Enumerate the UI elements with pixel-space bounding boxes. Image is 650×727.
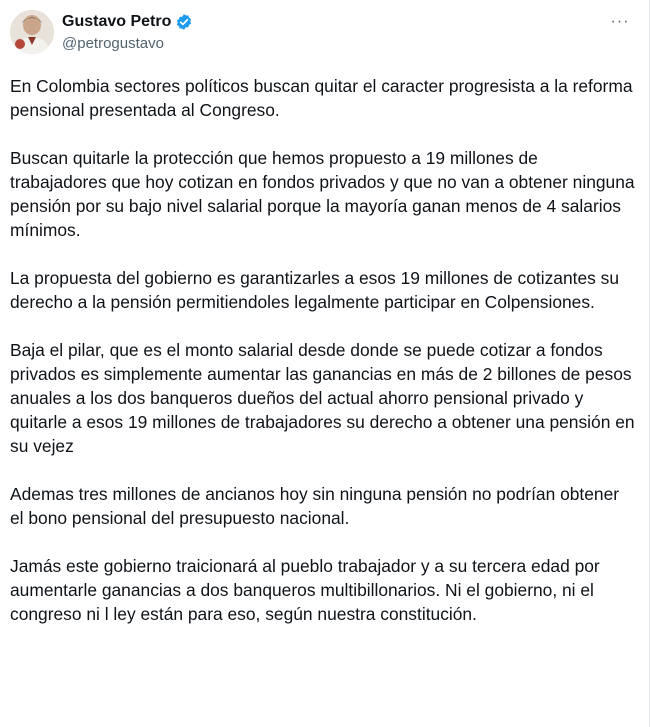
verified-badge-icon [175,13,193,31]
tweet-text [10,74,635,650]
tweet-paragraph: Buscan quitarle la protección que hemos propuesto a 19 millones de trabajadores que hoy cotizan en fondos privados y que no van a obtener ninguna pensión por su bajo nivel salarial porque la mayoría ganan menos de 4 salarios mínimos. [10,148,635,240]
tweet-paragraph: En Colombia sectores políticos buscan quitar el caracter progresista a la reforma pensional presentada al Congreso. [10,76,633,120]
tweet-header [10,10,635,58]
tweet-paragraph: La propuesta del gobierno es garantizarles a esos 19 millones de cotizantes su derecho a la pensión permitiendoles legalmente participar en Colpensiones. [10,268,620,312]
avatar[interactable] [10,10,54,54]
avatar-photo [10,10,54,54]
display-name-row [62,11,193,33]
display-name[interactable]: Gustavo Petro [62,13,172,30]
tweet-paragraph: Baja el pilar, que es el monto salarial desde donde se puede cotizar a fondos privados es simplemente aumentar las ganancias en más de 2 billones de pesos anuales a los dos banqueros dueños del actual ahorro pensional privado y quitarle a esos 19 millones de trabajadores su derecho a obtener una pensión en su vejez [10,340,635,456]
author-handle[interactable]: @petrogustavo [62,35,164,52]
author-names [62,11,193,52]
tweet-paragraph: Jamás este gobierno traicionará al pueblo trabajador y a su tercera edad por aumentarle ganancias a dos banqueros multibillonarios. Ni el gobierno, ni el congreso ni l ley están para eso, según nuestra constitución. [10,556,600,624]
more-options-icon[interactable] [605,10,635,34]
tweet-paragraph: Ademas tres millones de ancianos hoy sin ninguna pensión no podrían obtener el bono pensional del presupuesto nacional. [10,484,620,528]
more-options-label: ··· [610,13,630,30]
